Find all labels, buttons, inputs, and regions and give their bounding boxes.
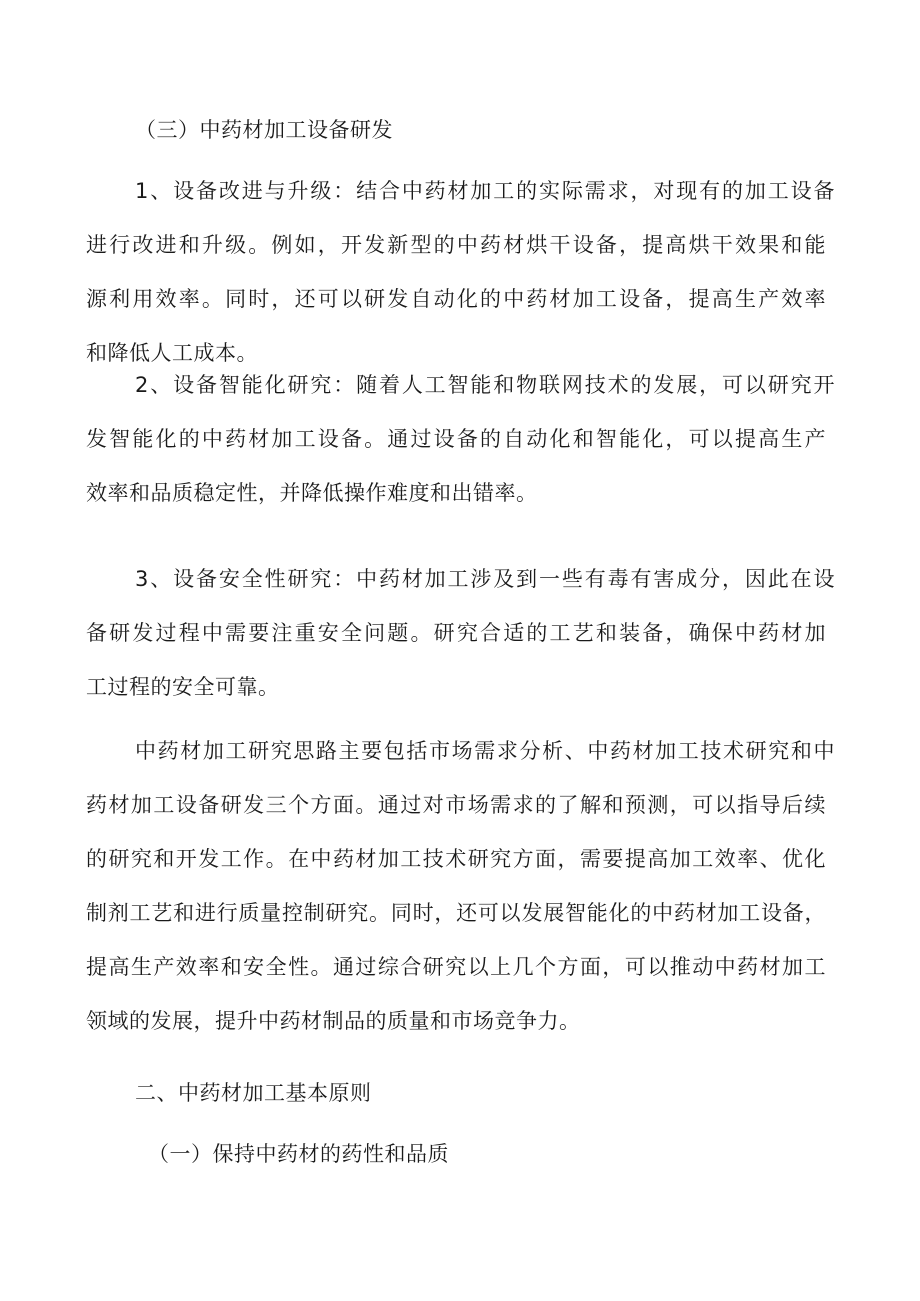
paragraph-2-line-1: 2、设备智能化研究：随着人工智能和物联网技术的发展，可以研究开 (135, 373, 835, 397)
paragraph-4-line-4: 制剂工艺和进行质量控制研究。同时，还可以发展智能化的中药材加工设备， (86, 901, 826, 925)
paragraph-4-line-5: 提高生产效率和安全性。通过综合研究以上几个方面，可以推动中药材加工 (86, 955, 826, 979)
paragraph-2-line-3: 效率和品质稳定性，并降低操作难度和出错率。 (86, 481, 538, 505)
chapter-heading: 二、中药材加工基本原则 (135, 1081, 372, 1105)
paragraph-4-line-1: 中药材加工研究思路主要包括市场需求分析、中药材加工技术研究和中 (135, 739, 835, 763)
subsection-heading: （一）保持中药材的药性和品质 (148, 1142, 449, 1166)
paragraph-1-line-1: 1、设备改进与升级：结合中药材加工的实际需求，对现有的加工设备 (135, 179, 835, 203)
paragraph-3-line-3: 工过程的安全可靠。 (86, 675, 280, 699)
paragraph-4-line-6: 领域的发展，提升中药材制品的质量和市场竞争力。 (86, 1009, 581, 1033)
paragraph-1-line-4: 和降低人工成本。 (86, 341, 258, 365)
section-heading: （三）中药材加工设备研发 (135, 118, 393, 142)
paragraph-4-line-2: 药材加工设备研发三个方面。通过对市场需求的了解和预测，可以指导后续 (86, 793, 826, 817)
paragraph-2-line-2: 发智能化的中药材加工设备。通过设备的自动化和智能化，可以提高生产 (86, 427, 826, 451)
paragraph-4-line-3: 的研究和开发工作。在中药材加工技术研究方面，需要提高加工效率、优化 (86, 847, 826, 871)
paragraph-3-line-1: 3、设备安全性研究：中药材加工涉及到一些有毒有害成分，因此在设 (135, 567, 835, 591)
paragraph-1-line-3: 源利用效率。同时，还可以研发自动化的中药材加工设备，提高生产效率 (86, 287, 826, 311)
paragraph-1-line-2: 进行改进和升级。例如，开发新型的中药材烘干设备，提高烘干效果和能 (86, 233, 826, 257)
paragraph-3-line-2: 备研发过程中需要注重安全问题。研究合适的工艺和装备，确保中药材加 (86, 621, 826, 645)
